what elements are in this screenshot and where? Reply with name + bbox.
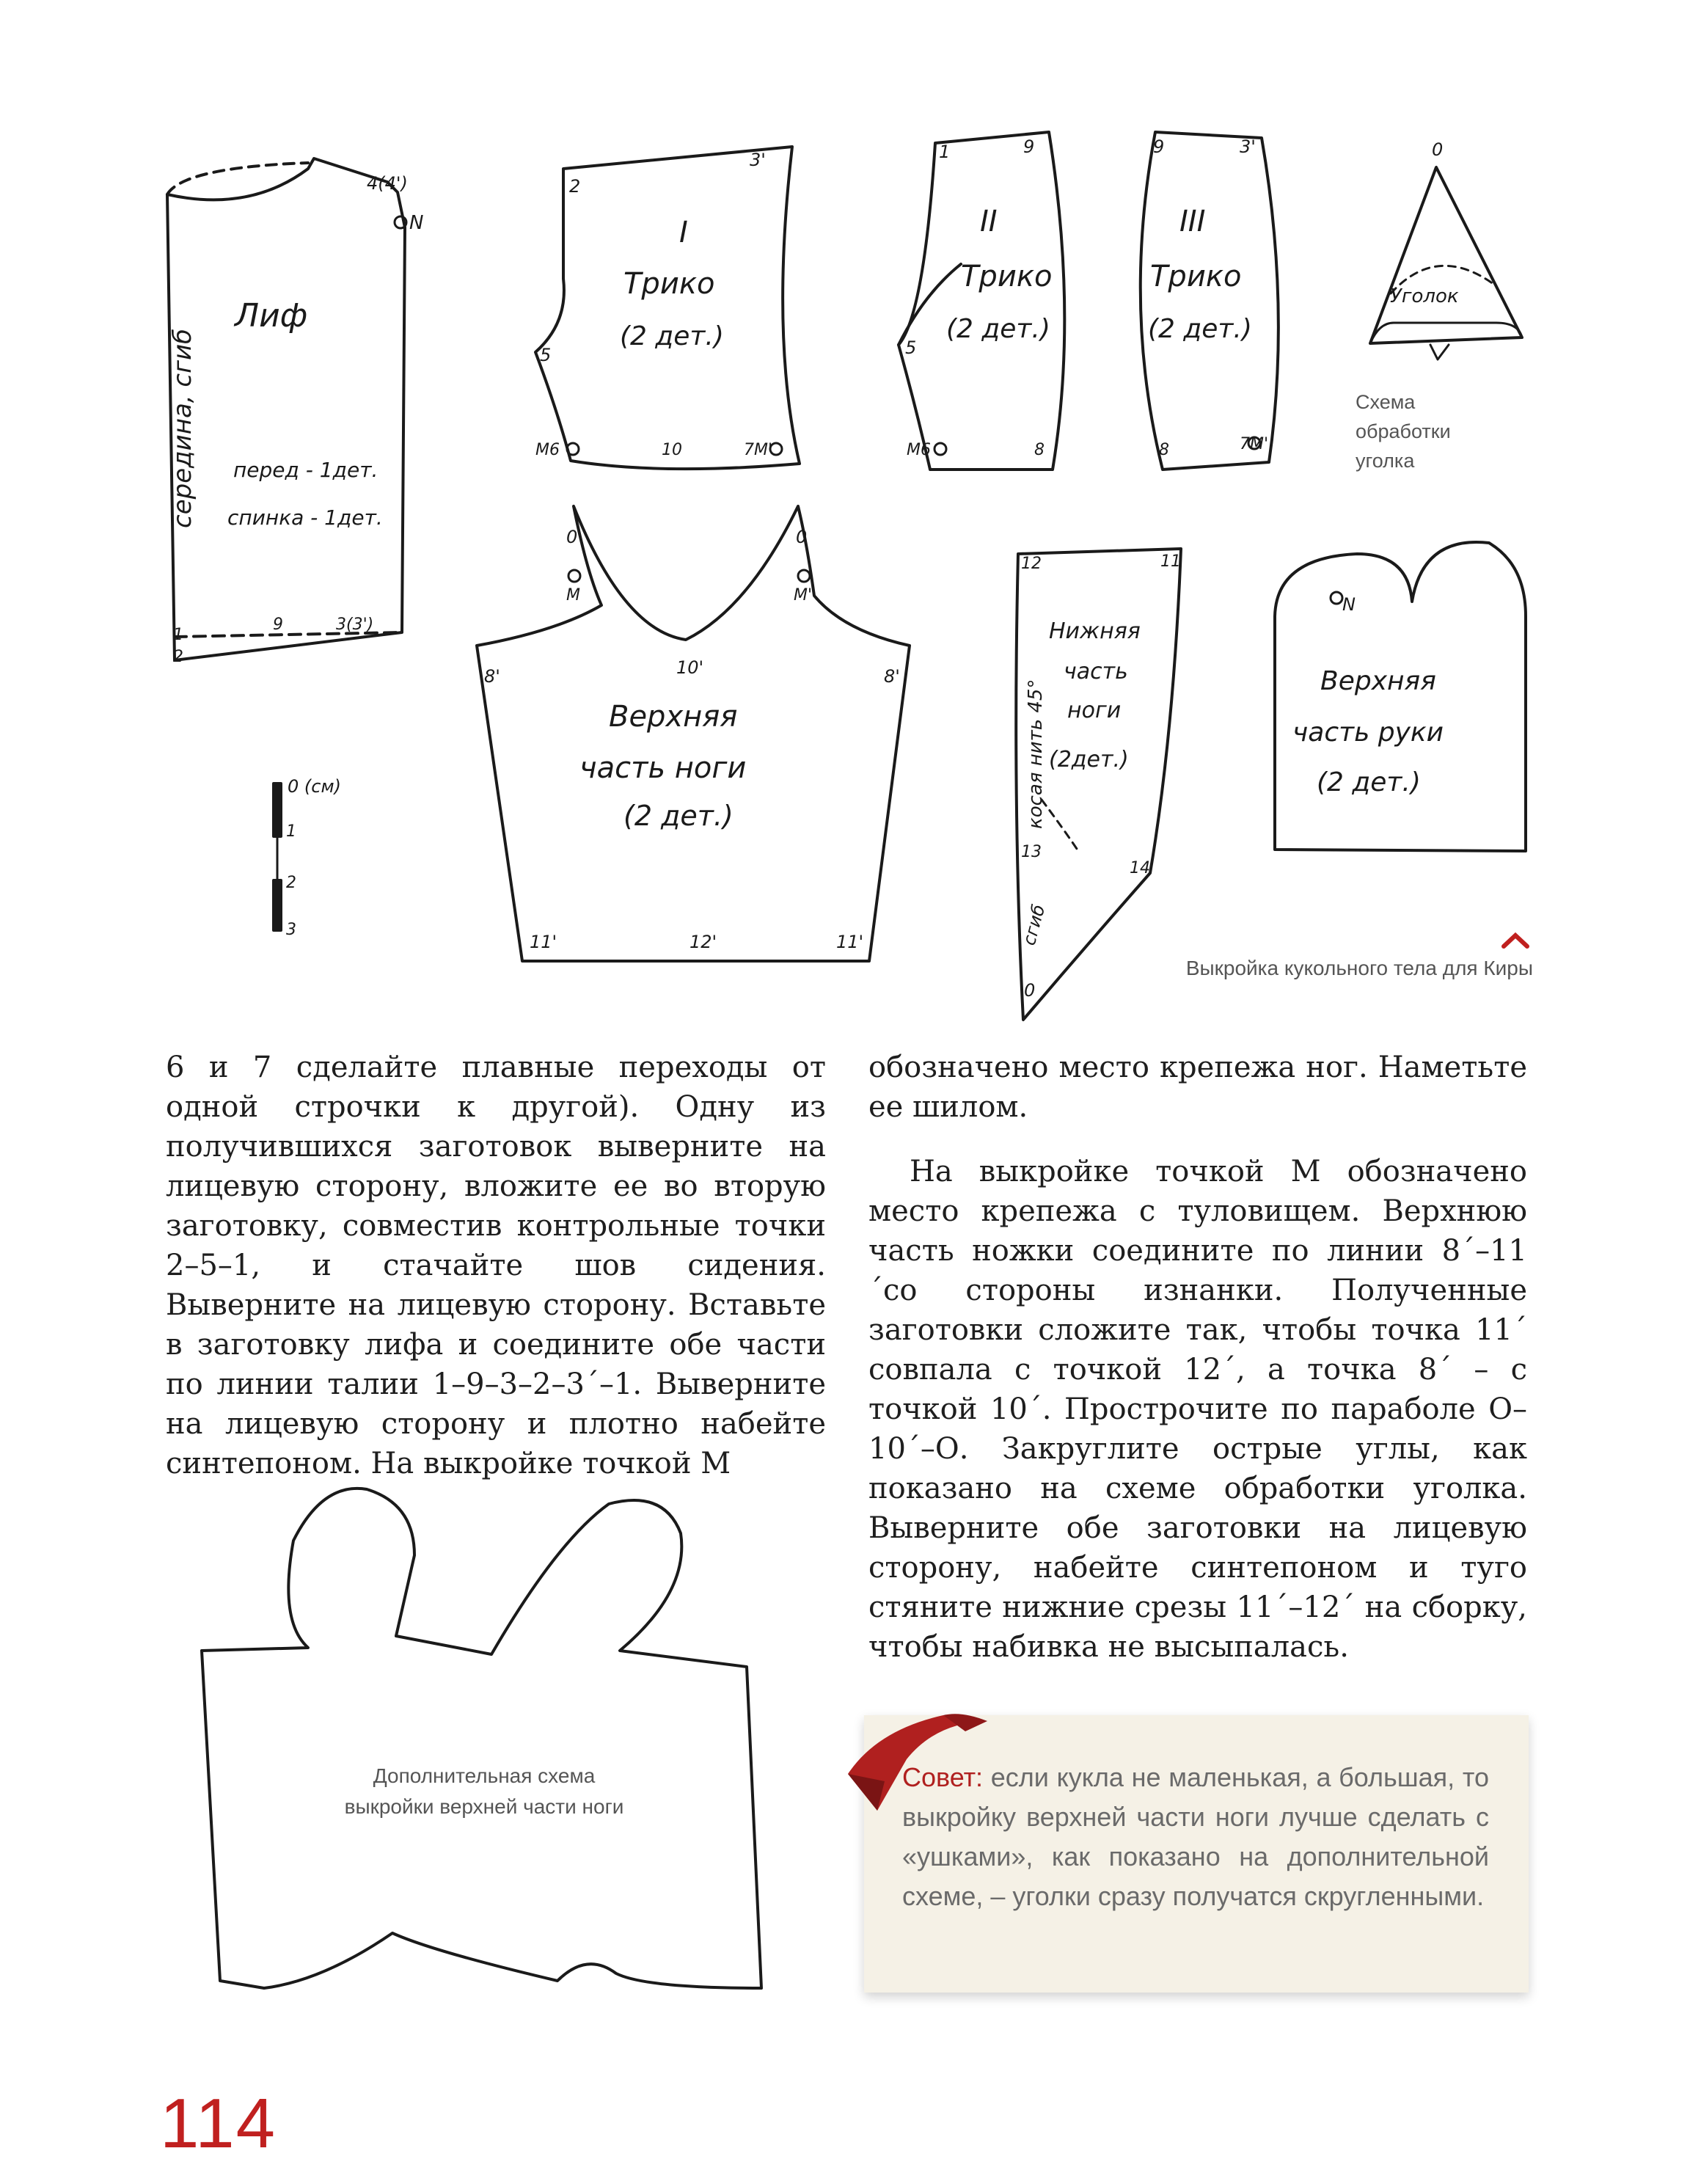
svg-text:9: 9	[1153, 136, 1165, 157]
svg-text:Верхняя: Верхняя	[609, 700, 738, 734]
upper-arm-piece	[1275, 542, 1526, 851]
svg-text:2: 2	[569, 176, 581, 197]
svg-text:8: 8	[1159, 441, 1169, 459]
svg-text:М': М'	[794, 586, 813, 605]
svg-text:II: II	[980, 205, 998, 238]
svg-text:(2дет.): (2дет.)	[1049, 747, 1129, 773]
svg-text:0 (см): 0 (см)	[288, 776, 341, 797]
svg-text:11': 11'	[530, 932, 557, 952]
bodice-p44: 4(4')	[367, 173, 408, 194]
right-column	[868, 1048, 1527, 1667]
svg-text:(2 дет.): (2 дет.)	[620, 321, 724, 351]
svg-text:12': 12'	[689, 932, 717, 952]
svg-text:косая нить 45°: косая нить 45°	[1025, 679, 1047, 829]
svg-text:7М': 7М'	[744, 441, 773, 459]
bodice-line1: перед - 1дет.	[233, 458, 378, 482]
bodice-piece	[167, 158, 405, 660]
svg-text:(2 дет.): (2 дет.)	[1317, 767, 1421, 797]
svg-text:3(3'): 3(3')	[336, 616, 374, 634]
bodice-line2: спинка - 1дет.	[227, 505, 383, 530]
left-paragraph: 6 и 7 сделайте плавные переходы от одной строчки к другой). Одну из получившихся заготовок выверните на лицевую сторону, вложите ее во вторую заготовку, совместив контрольные точки 2–5–1, и стачайте шов сидения. Выверните на лицевую сторону. Вставьте в заготовку лифа и соедините обе части по линии талии 1–9–3–2–3´–1. Выверните на лицевую сторону и плотно набейте синтепоном. На выкройке точкой М	[166, 1051, 826, 1480]
right-paragraph-2: На выкройке точкой М обозначено место крепежа с туловищем. Верхнюю часть ножки соедините по линии 8´–11´со стороны изнанки. Полученные заготовки сложите так, чтобы точка 11´ совпала с точкой 12´, а точка 8´ – с точкой 10´. Прострочите по параболе О–10´–О. Закруглите острые углы, как показано на схеме обработки уголка. Выверните обе заготовки на лицевую сторону, набейте синтепоном и туго стяните нижние срезы 11´–12´ на сборку, чтобы набивка не высыпалась.	[868, 1155, 1527, 1664]
svg-text:(2 дет.): (2 дет.)	[946, 314, 1050, 344]
chevron-up-icon	[1504, 935, 1527, 946]
svg-text:1: 1	[939, 142, 951, 162]
svg-text:Трико: Трико	[961, 260, 1053, 293]
upper-leg-piece	[477, 506, 910, 961]
svg-text:0: 0	[1432, 139, 1444, 160]
bodice-title: Лиф	[235, 297, 308, 335]
bodice-fold: середина, сгиб	[168, 328, 197, 528]
figure-caption: Выкройка кукольного тела для Киры	[1185, 957, 1533, 979]
svg-text:2: 2	[173, 648, 183, 666]
tip-text: если кукла не маленькая, а большая, то выкройку верхней части ноги лучше сделать с «ушками», как показано на дополнительной схеме, – уголки сразу получатся скругленными.	[902, 1762, 1489, 1911]
svg-text:3: 3	[286, 921, 296, 939]
svg-text:М6: М6	[907, 441, 931, 459]
svg-text:(2 дет.): (2 дет.)	[623, 800, 734, 832]
svg-text:0: 0	[1024, 980, 1036, 1001]
svg-text:11': 11'	[836, 932, 864, 952]
svg-text:8': 8'	[884, 666, 900, 687]
bodice-n: N	[409, 212, 424, 234]
corner-scheme	[1370, 167, 1522, 359]
svg-text:Нижняя: Нижняя	[1049, 618, 1141, 644]
extra-scheme-caption: Дополнительная схема выкройки верхней части ноги	[344, 1764, 624, 1818]
pattern-drawings	[0, 0, 1690, 1042]
page-number: 114	[160, 2084, 277, 2163]
left-column	[166, 1048, 826, 1483]
svg-text:5: 5	[540, 345, 552, 365]
svg-text:1: 1	[173, 626, 183, 644]
svg-text:(2 дет.): (2 дет.)	[1148, 314, 1252, 344]
ribbon-icon	[833, 1701, 995, 1818]
svg-text:часть ноги: часть ноги	[579, 751, 747, 785]
svg-text:0: 0	[796, 527, 808, 547]
svg-text:часть: часть	[1064, 659, 1128, 684]
svg-text:I: I	[679, 216, 688, 249]
corner-caption: Схема обработки уголка	[1356, 391, 1451, 472]
scale-bar	[274, 784, 281, 930]
svg-text:12: 12	[1021, 555, 1042, 573]
svg-text:ноги: ноги	[1067, 698, 1122, 723]
svg-text:1: 1	[286, 822, 296, 841]
tights-3-piece	[1141, 132, 1279, 470]
svg-text:2: 2	[286, 874, 296, 892]
svg-text:Трико: Трико	[623, 267, 715, 301]
tights-2-piece	[899, 132, 1064, 470]
svg-text:0: 0	[566, 527, 578, 547]
svg-text:9: 9	[1023, 136, 1035, 157]
svg-text:11: 11	[1160, 552, 1181, 571]
svg-text:5: 5	[905, 337, 917, 358]
tip-label: Совет:	[902, 1762, 984, 1792]
right-paragraph-1: обозначено место крепежа ног. Наметьте ее шилом.	[868, 1051, 1527, 1124]
svg-text:14: 14	[1130, 859, 1150, 877]
svg-text:8: 8	[1034, 441, 1045, 459]
svg-text:Верхняя: Верхняя	[1320, 666, 1436, 696]
svg-text:9: 9	[273, 616, 283, 634]
svg-text:10': 10'	[676, 657, 704, 678]
svg-text:М: М	[566, 586, 580, 605]
svg-text:сгиб: сгиб	[1018, 902, 1050, 948]
svg-text:7М': 7М'	[1240, 435, 1269, 453]
svg-text:10: 10	[662, 441, 682, 459]
svg-text:М6: М6	[535, 441, 560, 459]
svg-text:3': 3'	[1240, 136, 1256, 157]
svg-text:3': 3'	[750, 150, 766, 170]
svg-text:часть руки: часть руки	[1292, 717, 1444, 748]
svg-text:Трико: Трико	[1150, 260, 1242, 293]
svg-text:N: N	[1342, 594, 1356, 615]
corner-label: Уголок	[1390, 285, 1459, 307]
svg-text:8': 8'	[484, 666, 500, 687]
svg-text:III: III	[1179, 205, 1206, 238]
svg-text:13: 13	[1021, 843, 1042, 861]
